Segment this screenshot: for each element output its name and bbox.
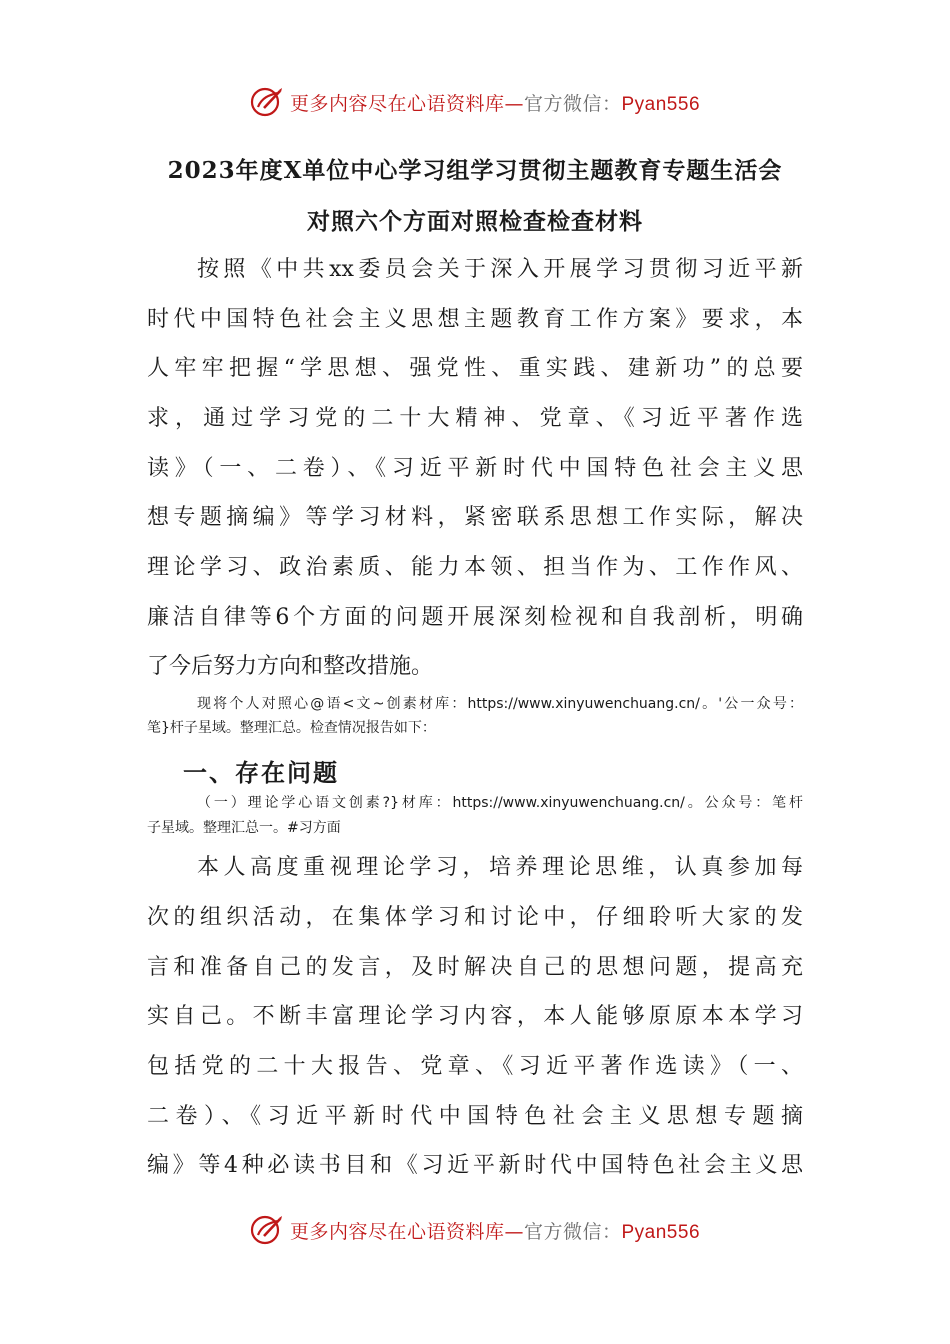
pen-logo-icon [250, 1213, 284, 1247]
paragraph-line: 编》等4种必读书目和《习近平新时代中国特色社会主义思 [147, 1153, 803, 1178]
paragraph-line: 次的组织活动，在集体学习和讨论中，仔细聆听大家的发 [147, 905, 803, 930]
banner-site-name: 更多内容尽在心语资料库 [289, 1220, 505, 1243]
document-title-line-1: 2023年度X单位中心学习组学习贯彻主题教育专题生活会 [167, 157, 783, 184]
banner-text [290, 89, 700, 116]
note-line: 现将个人对照心@语<文~创素材库：https://www.xinyuwenchuang.cn/。'公一众号： [197, 696, 803, 712]
paragraph-line: 包括党的二十大报告、党章、《习近平著作选读》（一、 [147, 1054, 803, 1079]
document-title-line-2: 对照六个方面对照检查检查材料 [307, 208, 643, 235]
paragraph-line: 理论学习、政治素质、能力本领、担当作为、工作作风、 [147, 555, 803, 580]
note-line: （一）理论学心语文创素?}材库：https://www.xinyuwenchuang.cn/。公众号：笔杆 [197, 795, 803, 811]
paragraph-line: 实自己。不断丰富理论学习内容，本人能够原原本本学习 [147, 1004, 803, 1029]
paragraph-line: 廉洁自律等6个方面的问题开展深刻检视和自我剖析，明确 [147, 605, 803, 630]
banner-wechat-id: Pyan556 [621, 93, 701, 115]
paragraph-line: 二卷）、《习近平新时代中国特色社会主义思想专题摘 [147, 1104, 803, 1129]
paragraph-line: 想专题摘编》等学习材料，紧密联系思想工作实际，解决 [147, 505, 803, 530]
paragraph-line: 求，通过学习党的二十大精神、党章、《习近平著作选 [147, 406, 803, 431]
paragraph-line: 了今后努力方向和整改措施。 [147, 654, 434, 679]
header-banner [0, 82, 950, 122]
banner-text [290, 1217, 700, 1244]
paragraph-line: 时代中国特色社会主义思想主题教育工作方案》要求，本 [147, 307, 803, 332]
paragraph-line: 按照《中共xx委员会关于深入开展学习贯彻习近平新 [197, 257, 803, 282]
banner-separator: — [504, 92, 524, 115]
note-line: 子星域。整理汇总一。#习方面 [147, 820, 341, 836]
banner-wechat-label: 官方微信： [523, 92, 622, 115]
pen-logo-icon [250, 85, 284, 119]
banner-site-name: 更多内容尽在心语资料库 [289, 92, 505, 115]
paragraph-line: 读》（一、二卷）、《习近平新时代中国特色社会主义思 [147, 456, 803, 481]
footer-banner [0, 1210, 950, 1250]
paragraph-line: 言和准备自己的发言，及时解决自己的思想问题，提高充 [147, 955, 803, 980]
banner-separator: — [504, 1220, 524, 1243]
banner-wechat-id: Pyan556 [621, 1221, 701, 1243]
paragraph-line: 本人高度重视理论学习，培养理论思维，认真参加每 [197, 855, 803, 880]
banner-wechat-label: 官方微信： [523, 1220, 622, 1243]
paragraph-line: 人牢牢把握“学思想、强党性、重实践、建新功”的总要 [147, 356, 803, 381]
section-heading: 一、存在问题 [183, 759, 339, 787]
note-line: 笔}杆子星域。整理汇总。检查情况报告如下： [147, 720, 436, 736]
